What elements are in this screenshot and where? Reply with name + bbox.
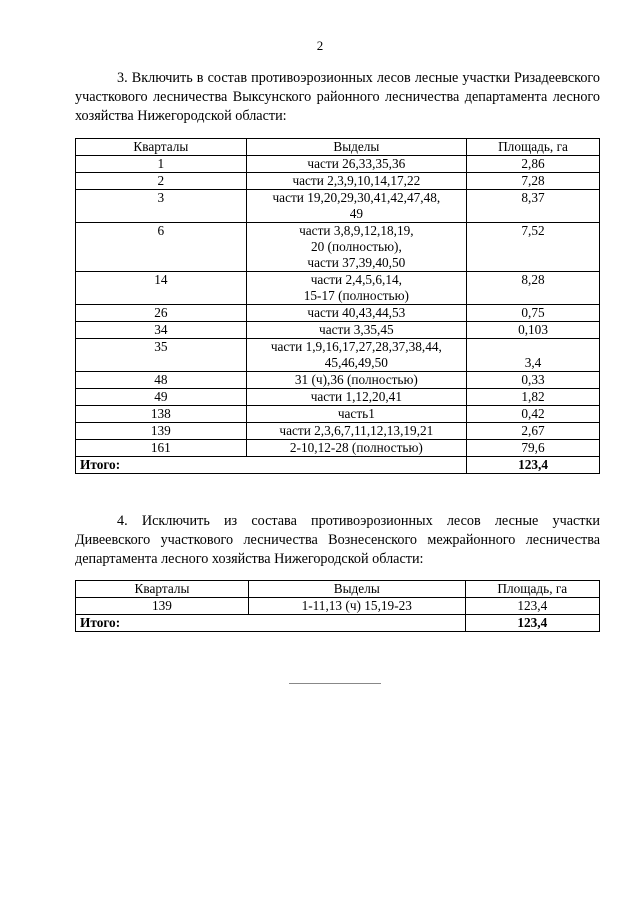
cell-vydely-line: 45,46,49,50 xyxy=(324,355,388,370)
cell-area: 0,33 xyxy=(467,372,600,389)
cell-kvartal: 161 xyxy=(76,440,247,457)
cell-vydely xyxy=(246,322,466,339)
cell-vydely-line: части 37,39,40,50 xyxy=(307,255,406,270)
cell-vydely-line: части 1,12,20,41 xyxy=(310,389,402,404)
cell-vydely-line: части 1,9,16,17,27,28,37,38,44, xyxy=(270,339,442,354)
table-row xyxy=(76,423,600,440)
cell-kvartal: 34 xyxy=(76,322,247,339)
table-row xyxy=(76,440,600,457)
header-area: Площадь, га xyxy=(465,581,599,598)
cell-vydely-line: 1-11,13 (ч) 15,19-23 xyxy=(301,598,412,613)
header-kvartaly: Кварталы xyxy=(76,581,249,598)
cell-vydely xyxy=(246,372,466,389)
separator-line xyxy=(289,683,381,684)
cell-area: 0,75 xyxy=(467,305,600,322)
cell-area: 0,103 xyxy=(467,322,600,339)
table-row xyxy=(76,223,600,272)
cell-kvartal: 35 xyxy=(76,339,247,372)
table-row xyxy=(76,372,600,389)
table-row xyxy=(76,272,600,305)
cell-kvartal: 49 xyxy=(76,389,247,406)
header-area: Площадь, га xyxy=(467,139,600,156)
table-row xyxy=(76,389,600,406)
cell-area: 1,82 xyxy=(467,389,600,406)
cell-kvartal: 48 xyxy=(76,372,247,389)
total-row xyxy=(76,457,600,474)
cell-area: 0,42 xyxy=(467,406,600,423)
cell-vydely-line: 15-17 (полностью) xyxy=(303,288,409,303)
table-exclude xyxy=(75,580,600,632)
cell-area: 7,28 xyxy=(467,173,600,190)
table-header-row xyxy=(76,581,600,598)
header-kvartaly: Кварталы xyxy=(76,139,247,156)
table-row xyxy=(76,339,600,372)
cell-kvartal: 3 xyxy=(76,190,247,223)
cell-vydely xyxy=(246,272,466,305)
cell-area: 3,4 xyxy=(467,339,600,372)
table-row xyxy=(76,322,600,339)
cell-vydely xyxy=(246,423,466,440)
cell-vydely xyxy=(246,190,466,223)
cell-vydely-line: части 2,4,5,6,14, xyxy=(310,272,402,287)
cell-vydely-line: части 2,3,9,10,14,17,22 xyxy=(292,173,421,188)
cell-area: 2,67 xyxy=(467,423,600,440)
header-vydely: Выделы xyxy=(248,581,465,598)
cell-vydely xyxy=(246,339,466,372)
header-vydely: Выделы xyxy=(246,139,466,156)
cell-kvartal: 1 xyxy=(76,156,247,173)
cell-vydely-line: части 3,8,9,12,18,19, xyxy=(299,223,414,238)
table-row xyxy=(76,173,600,190)
total-value: 123,4 xyxy=(465,615,599,632)
cell-vydely xyxy=(246,223,466,272)
cell-vydely-line: части 26,33,35,36 xyxy=(307,156,406,171)
cell-area: 79,6 xyxy=(467,440,600,457)
page-number: 2 xyxy=(316,38,324,53)
cell-vydely xyxy=(246,156,466,173)
cell-vydely-line: часть1 xyxy=(337,406,375,421)
cell-vydely xyxy=(246,305,466,322)
total-label: Итого: xyxy=(76,615,466,632)
table-include xyxy=(75,138,600,474)
paragraph-include: 3. Включить в состав противоэрозионных лесов лесные участки Ризадеевского участкового лесничества Выксунского районного лесничества департамента лесного хозяйства Нижегородской области: xyxy=(75,70,600,124)
cell-kvartal: 26 xyxy=(76,305,247,322)
cell-area: 8,28 xyxy=(467,272,600,305)
total-label: Итого: xyxy=(76,457,467,474)
cell-area: 7,52 xyxy=(467,223,600,272)
cell-kvartal: 139 xyxy=(76,598,249,615)
cell-vydely xyxy=(246,389,466,406)
cell-vydely xyxy=(246,406,466,423)
cell-kvartal: 139 xyxy=(76,423,247,440)
cell-kvartal: 6 xyxy=(76,223,247,272)
table-row xyxy=(76,406,600,423)
table-row xyxy=(76,156,600,173)
cell-vydely-line: части 3,35,45 xyxy=(319,322,394,337)
table-row xyxy=(76,305,600,322)
table-header-row xyxy=(76,139,600,156)
cell-vydely-line: 2-10,12-28 (полностью) xyxy=(289,440,423,455)
cell-area: 123,4 xyxy=(465,598,599,615)
total-value: 123,4 xyxy=(467,457,600,474)
cell-area: 8,37 xyxy=(467,190,600,223)
cell-vydely xyxy=(248,598,465,615)
cell-kvartal: 2 xyxy=(76,173,247,190)
cell-vydely-line: 49 xyxy=(349,206,363,221)
cell-vydely xyxy=(246,173,466,190)
table-row xyxy=(76,190,600,223)
table-row xyxy=(76,598,600,615)
cell-area: 2,86 xyxy=(467,156,600,173)
cell-kvartal: 138 xyxy=(76,406,247,423)
cell-vydely-line: части 2,3,6,7,11,12,13,19,21 xyxy=(279,423,434,438)
cell-vydely-line: части 40,43,44,53 xyxy=(307,305,406,320)
cell-vydely xyxy=(246,440,466,457)
cell-vydely-line: 31 (ч),36 (полностью) xyxy=(294,372,418,387)
cell-vydely-line: 20 (полностью), xyxy=(310,239,402,254)
paragraph-exclude: 4. Исключить из состава противоэрозионных лесов лесные участки Дивеевского участкового лесничества Вознесенского межрайонного лесничества департамента лесного хозяйства Нижегородской области: xyxy=(75,513,600,567)
cell-kvartal: 14 xyxy=(76,272,247,305)
total-row xyxy=(76,615,600,632)
cell-vydely-line: части 19,20,29,30,41,42,47,48, xyxy=(272,190,441,205)
